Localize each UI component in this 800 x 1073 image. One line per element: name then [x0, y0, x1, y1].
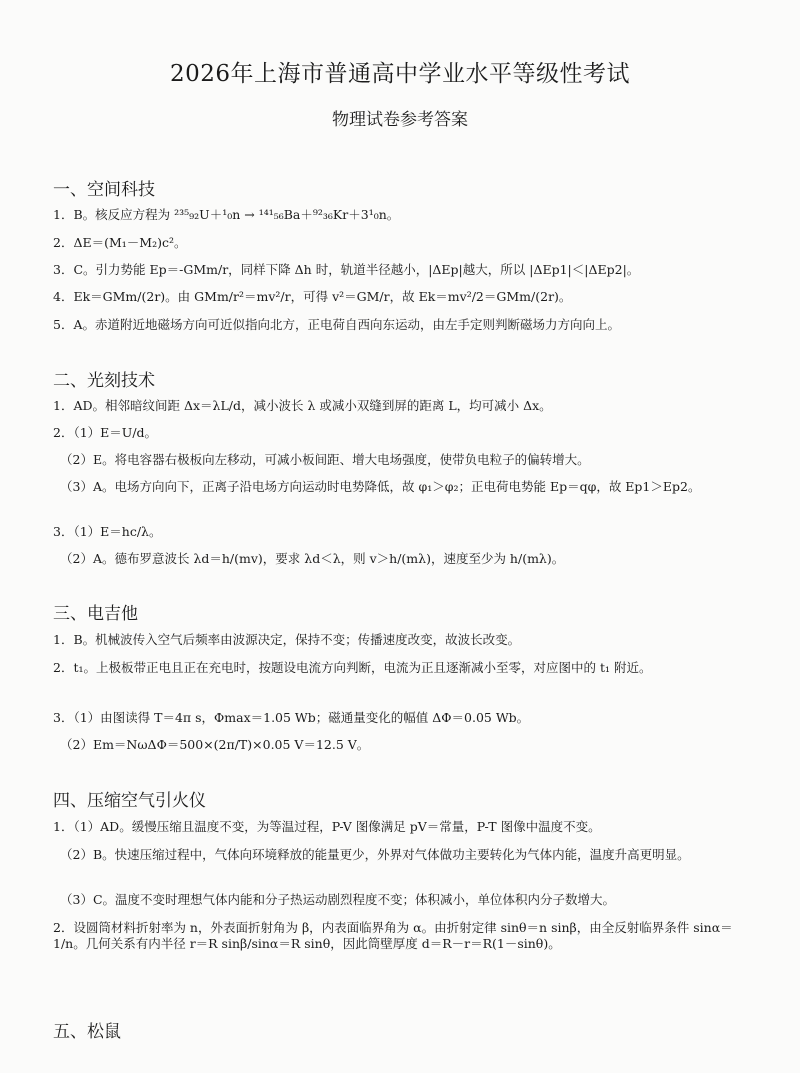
document-subtitle: 物理试卷参考答案 [332, 110, 468, 130]
section-4-line-1: 1．（1）AD。缓慢压缩且温度不变，为等温过程，P-V 图像满足 pV＝常量，P-T 图像中温度不变。 [53, 819, 601, 834]
section-1-line-3: 3．C。引力势能 Ep＝-GMm/r，同样下降 Δh 时，轨道半径越小，|ΔEp|越大，所以 |ΔEp1|＜|ΔEp2|。 [53, 262, 640, 277]
document-title: 2026年上海市普通高中学业水平等级性考试 [169, 61, 631, 87]
section-1-line-1: 1．B。核反应方程为 ²³⁵₉₂U＋¹₀n → ¹⁴¹₅₆Ba＋⁹²₃₆Kr＋3¹₀n。 [53, 207, 400, 222]
section-2-line-1: 1．AD。相邻暗纹间距 Δx＝λL/d，减小波长 λ 或减小双缝到屏的距离 L，均可减小 Δx。 [53, 398, 552, 413]
section-1-line-2: 2．ΔE＝(M₁－M₂)c²。 [53, 235, 187, 250]
section-5-heading: 五、松鼠 [53, 1022, 121, 1042]
section-2-line-5: 3．（1）E＝hc/λ。 [53, 524, 162, 539]
section-2-line-3: （2）E。将电容器右极板向左移动，可减小板间距、增大电场强度，使带负电粒子的偏转增大。 [60, 452, 590, 467]
section-2-line-6: （2）A。德布罗意波长 λd＝h/(mv)，要求 λd＜λ，则 v＞h/(mλ)，速度至少为 h/(mλ)。 [60, 551, 565, 566]
section-3-line-2: 2．t₁。上极板带正电且正在充电时，按题设电流方向判断，电流为正且逐渐减小至零，对应图中的 t₁ 附近。 [53, 660, 652, 675]
section-4-line-2: （2）B。快速压缩过程中，气体向环境释放的能量更少，外界对气体做功主要转化为气体内能，温度升高更明显。 [60, 847, 690, 862]
section-2-line-2: 2．（1）E＝U/d。 [53, 425, 158, 440]
section-2-heading: 二、光刻技术 [53, 371, 155, 391]
section-3-heading: 三、电吉他 [53, 604, 138, 624]
section-3-line-4: （2）Em＝NωΔΦ＝500×(2π/T)×0.05 V＝12.5 V。 [60, 737, 370, 752]
section-4-line-3: （3）C。温度不变时理想气体内能和分子热运动剧烈程度不变；体积减小，单位体积内分子数增大。 [60, 892, 616, 907]
section-3-line-3: 3．（1）由图读得 T＝4π s，Φmax＝1.05 Wb；磁通量变化的幅值 ΔΦ＝0.05 Wb。 [53, 710, 530, 725]
section-2-line-4: （3）A。电场方向向下，正离子沿电场方向运动时电势降低，故 φ₁＞φ₂；正电荷电势能 Ep＝qφ，故 Ep1＞Ep2。 [60, 479, 701, 494]
section-1-heading: 一、空间科技 [53, 180, 155, 200]
section-1-line-4: 4．Ek＝GMm/(2r)。由 GMm/r²＝mv²/r，可得 v²＝GM/r，故 Ek＝mv²/2＝GMm/(2r)。 [53, 289, 572, 304]
section-4-heading: 四、压缩空气引火仪 [53, 791, 206, 811]
section-4-line-4: 2．设圆筒材料折射率为 n，外表面折射角为 β，内表面临界角为 α。由折射定律 sinθ＝n sinβ，由全反射临界条件 sinα＝1/n。几何关系有内半径 r＝R sinβ/sinα＝R sinθ，因此筒壁厚度 d＝R－r＝R(1－sinθ)。 [53, 920, 733, 951]
section-1-line-5: 5．A。赤道附近地磁场方向可近似指向北方，正电荷自西向东运动，由左手定则判断磁场力方向向上。 [53, 317, 620, 332]
section-3-line-1: 1．B。机械波传入空气后频率由波源决定，保持不变；传播速度改变，故波长改变。 [53, 632, 521, 647]
